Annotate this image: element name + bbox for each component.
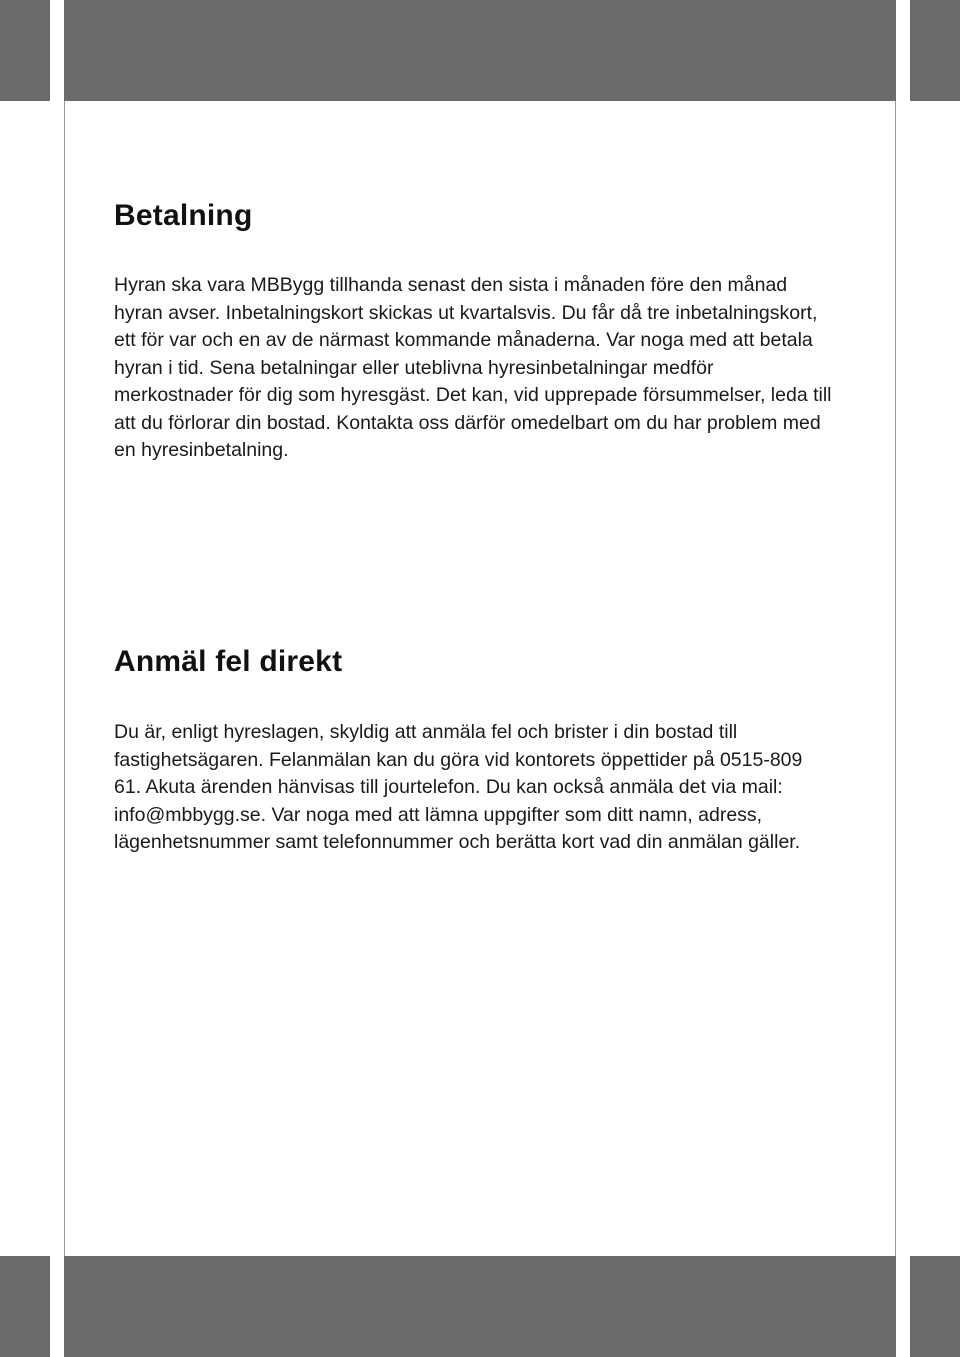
page-border-left xyxy=(64,101,65,1256)
page-border-right xyxy=(895,101,896,1256)
footer-bar-center xyxy=(64,1256,896,1357)
section-body-anmal-fel: Du är, enligt hyreslagen, skyldig att anmäla fel och brister i din bostad till fastighetsägaren. Felanmälan kan du göra vid kontorets öppettider på 0515-809 61. Akuta ärenden hänvisas till jourtelefon. Du kan också anmäla det via mail: info@mbbygg.se. Var noga med att lämna uppgifter som ditt namn, adress, lägenhetsnummer samt telefonnummer och berätta kort vad din anmälan gäller. xyxy=(114,721,803,853)
footer-bar-left xyxy=(0,1256,50,1357)
header-bar-left xyxy=(0,0,50,101)
footer-bar-right xyxy=(910,1256,960,1357)
section-title-betalning: Betalning xyxy=(114,199,253,232)
header-bar-center xyxy=(64,0,896,101)
section-title-anmal-fel: Anmäl fel direkt xyxy=(114,645,343,678)
header-bar-right xyxy=(910,0,960,101)
section-body-betalning: Hyran ska vara MBBygg tillhanda senast den sista i månaden före den månad hyran avser. Inbetalningskort skickas ut kvartalsvis. Du får då tre inbetalningskort, ett för var och en av de närmast kommande månaderna. Var noga med att betala hyran i tid. Sena betalningar eller uteblivna hyresinbetalningar medför merkostnader för dig som hyresgäst. Det kan, vid upprepade försummelser, leda till att du förlorar din bostad. Kontakta oss därför omedelbart om du har problem med en hyresinbetalning. xyxy=(114,274,832,461)
